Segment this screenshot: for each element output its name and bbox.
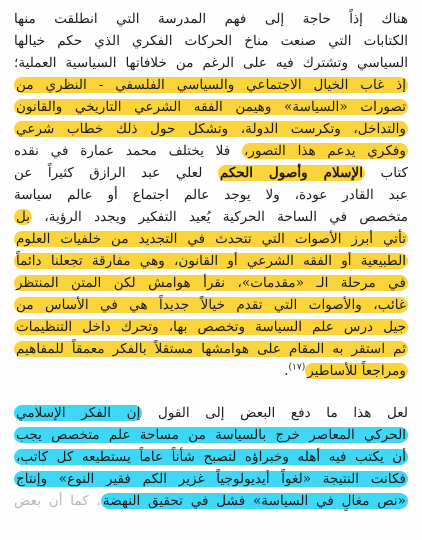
text-line (14, 228, 408, 250)
text-line (14, 424, 408, 446)
highlighted-text: ومراجعاً للأساطير (307, 363, 406, 379)
text-line (14, 96, 408, 118)
highlighted-text: الطبيعية أو الفقه الشرعي أو القانون، وهي مفارقة تجعلنا دائماً (16, 253, 406, 269)
highlighted-text: تأتي أبرز الأصوات التي تتحدث في التجديد من خلفيات العلوم (16, 231, 406, 247)
text-run: متخصص في الساحة الحركية يُعيد التفكير ويجدد الرؤية، (32, 209, 408, 225)
highlighted-text: فكانت النتيجة «لغواً أيديولوجياً غزير الكم فقير النوع» وإنتاج (16, 471, 406, 487)
highlighted-text: جيل درس علم السياسة وتخصص بها، وتحرك داخل التنظيمات (16, 319, 406, 335)
text-line (14, 206, 408, 228)
text-line (14, 468, 408, 490)
highlighted-text: أن يكتب فيه أهله وخبراؤه لتصبح شأناً عاماً يستطيعه كل كاتب، (16, 449, 406, 465)
text-run: لعلي عبد الرازق كثيراً عن (14, 165, 218, 181)
text-line (14, 184, 408, 206)
highlighted-text: تصورات «السياسة» وهيمن الفقه الشرعي التاريخي والقانون (16, 99, 406, 115)
text-line (14, 360, 408, 382)
text-line (14, 490, 408, 512)
text-line (14, 446, 408, 468)
highlighted-text: والتداخل، وتكرست الدولة، وتشكل حول ذلك خطاب شرعي (16, 121, 406, 137)
text-line (14, 162, 408, 184)
highlighted-text: الحركي المعاصر خرج بالسياسة من مساحة علم متخصص يجب (16, 427, 406, 443)
highlighted-text: إذ غاب الخيال الاجتماعي والسياسي الفلسفي - النظري من (16, 77, 406, 93)
text-run: عبد القادر عودة، ولا يوجد عالم اجتماع أو عالم سياسة (14, 187, 408, 203)
text-line (14, 272, 408, 294)
highlighted-text: «نص مغالٍ في السياسة» فشل في تحقيق النهضة (102, 493, 406, 509)
text-line (14, 250, 408, 272)
text-line (14, 30, 408, 52)
text-run: . (284, 363, 289, 379)
text-line (14, 294, 408, 316)
text-line (14, 140, 408, 162)
text-line (14, 316, 408, 338)
highlighted-text: في مرحلة الـ «مقدمات»، نقرأ هوامش لكن المتن المنتظر (16, 275, 406, 291)
text-line (14, 118, 408, 140)
highlighted-text: وفكري يدعم هذا التصور، (244, 143, 406, 159)
text-line (14, 338, 408, 360)
text-run: السياسي وتشترك فيه على الرغم من خلافاتها السياسية العملية؛ (14, 55, 408, 71)
text-run: كتاب (365, 165, 408, 181)
text-run: لعل هذا ما دفع البعض إلى القول (142, 405, 408, 421)
highlighted-text: ثم استقر به المقام على هوامشها مستقلاً بالفكر معمقاً للمفاهيم (16, 341, 406, 357)
text-line (14, 8, 408, 30)
text-run: ، كما أن بعض (14, 493, 101, 509)
text-line (14, 402, 408, 424)
book-title-highlight: الإسلام وأصول الحكم (219, 165, 364, 181)
text-run: هناك إذاً حاجة إلى فهم المدرسة التي انطلقت منها (14, 11, 408, 27)
text-run: الكتابات التي صنعت مناخ الحركات الفكري الذي حكم خيالها (14, 33, 408, 49)
footnote-ref[interactable]: (١٧) (288, 362, 306, 373)
text-line (14, 74, 408, 96)
text-line (14, 52, 408, 74)
highlighted-text: غائب، والأصوات التي تقدم خيالاً جديداً هي في الأساس من (16, 297, 406, 313)
highlighted-text: بل (16, 209, 31, 225)
highlighted-text: إن الفكر الإسلامي (16, 405, 141, 421)
text-run: فلا يختلف محمد عمارة في نقده (14, 143, 243, 159)
